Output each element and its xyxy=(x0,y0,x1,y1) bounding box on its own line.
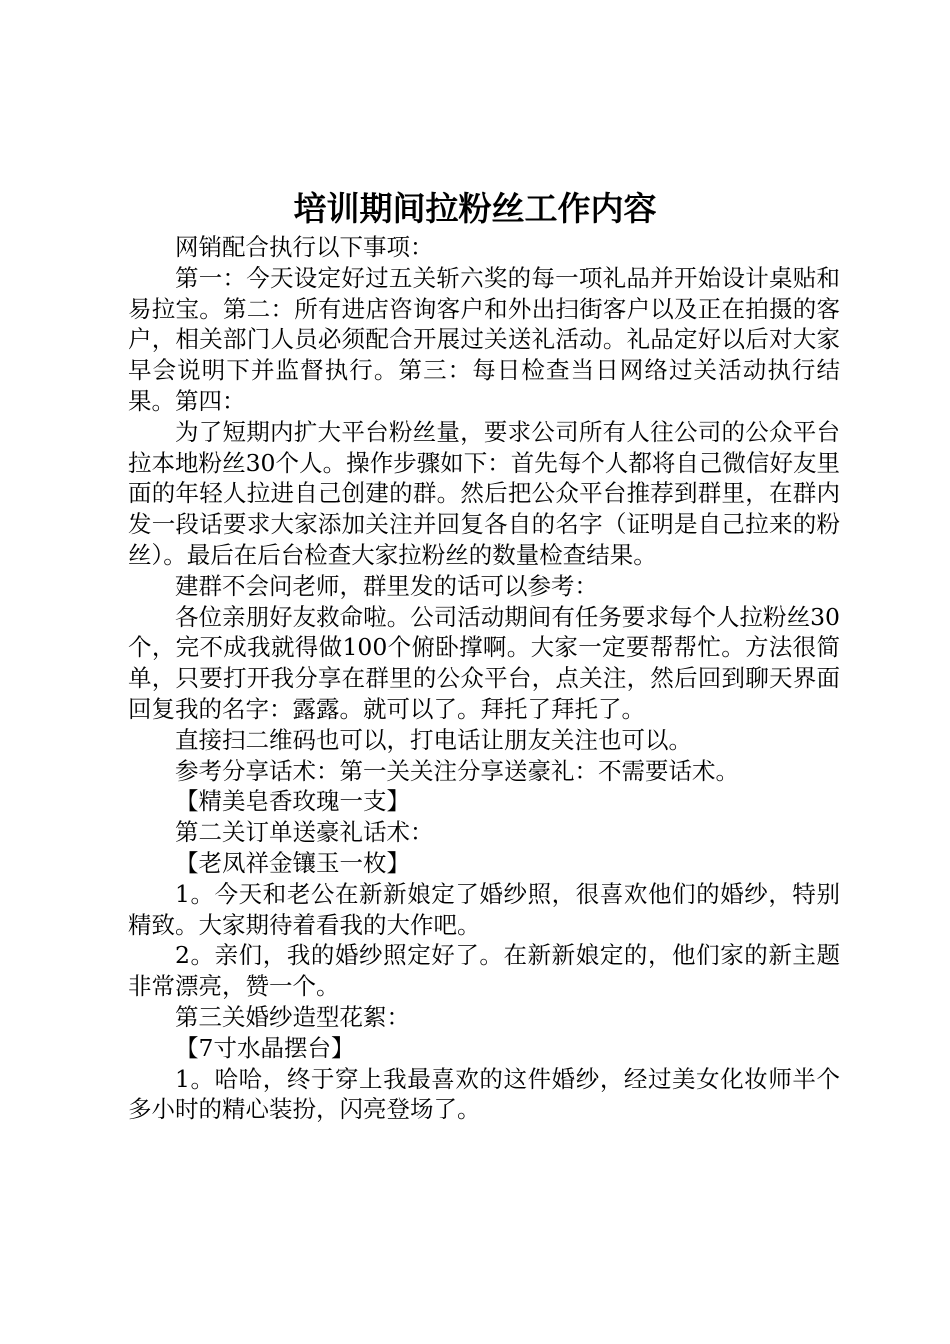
paragraph-reference-note: 建群不会问老师，群里发的话可以参考： xyxy=(175,571,598,600)
paragraph-gift-two: 【老凤祥金镶玉一枚】 xyxy=(175,848,410,877)
paragraph-qr-note: 直接扫二维码也可以，打电话让朋友关注也可以。 xyxy=(175,725,692,754)
paragraph-stage-one: 参考分享话术：第一关关注分享送豪礼：不需要话术。 xyxy=(175,756,739,785)
paragraph-gift-one: 【精美皂香玫瑰一支】 xyxy=(175,787,410,816)
paragraph-intro: 网销配合执行以下事项： xyxy=(175,233,434,261)
paragraph-stage-two: 第二关订单送豪礼话术： xyxy=(175,818,434,847)
paragraph-gift-three: 【7寸水晶摆台】 xyxy=(175,1033,355,1062)
paragraph-fan-goal: 为了短期内扩大平台粉丝量，要求公司所有人往公司的公众平台拉本地粉丝30个人。操作步骤如下：首先每个人都将自己微信好友里面的年轻人拉进自己创建的群。然后把公众平台推荐到群里，在群内发一段话要求大家添加关注并回复各自的名字（证明是自己拉来的粉丝）。最后在后台检查大家拉粉丝的数量检查结果。 xyxy=(128,417,840,569)
paragraph-stage-three: 第三关婚纱造型花絮： xyxy=(175,1002,410,1031)
document-body xyxy=(128,232,840,1125)
paragraph-steps: 第一：今天设定好过五关斩六奖的每一项礼品并开始设计桌贴和易拉宝。第二：所有进店咨询客户和外出扫街客户以及正在拍摄的客户，相关部门人员必须配合开展过关送礼活动。礼品定好以后对大家早会说明下并监督执行。第三：每日检查当日网络过关活动执行结果。第四： xyxy=(128,263,840,415)
paragraph-sample-message: 各位亲朋好友救命啦。公司活动期间有任务要求每个人拉粉丝30个，完不成我就得做100个俯卧撑啊。大家一定要帮帮忙。方法很简单，只要打开我分享在群里的公众平台，点关注，然后回到聊天界面回复我的名字：露露。就可以了。拜托了拜托了。 xyxy=(128,602,840,723)
paragraph-script-two: 2。亲们，我的婚纱照定好了。在新新娘定的，他们家的新主题非常漂亮，赞一个。 xyxy=(128,941,840,1001)
document-title: 培训期间拉粉丝工作内容 xyxy=(293,189,657,228)
paragraph-script-one: 1。今天和老公在新新娘定了婚纱照，很喜欢他们的婚纱，特别精致。大家期待着看我的大作吧。 xyxy=(128,879,840,939)
paragraph-script-three: 1。哈哈，终于穿上我最喜欢的这件婚纱，经过美女化妆师半个多小时的精心装扮，闪亮登场了。 xyxy=(128,1064,840,1124)
